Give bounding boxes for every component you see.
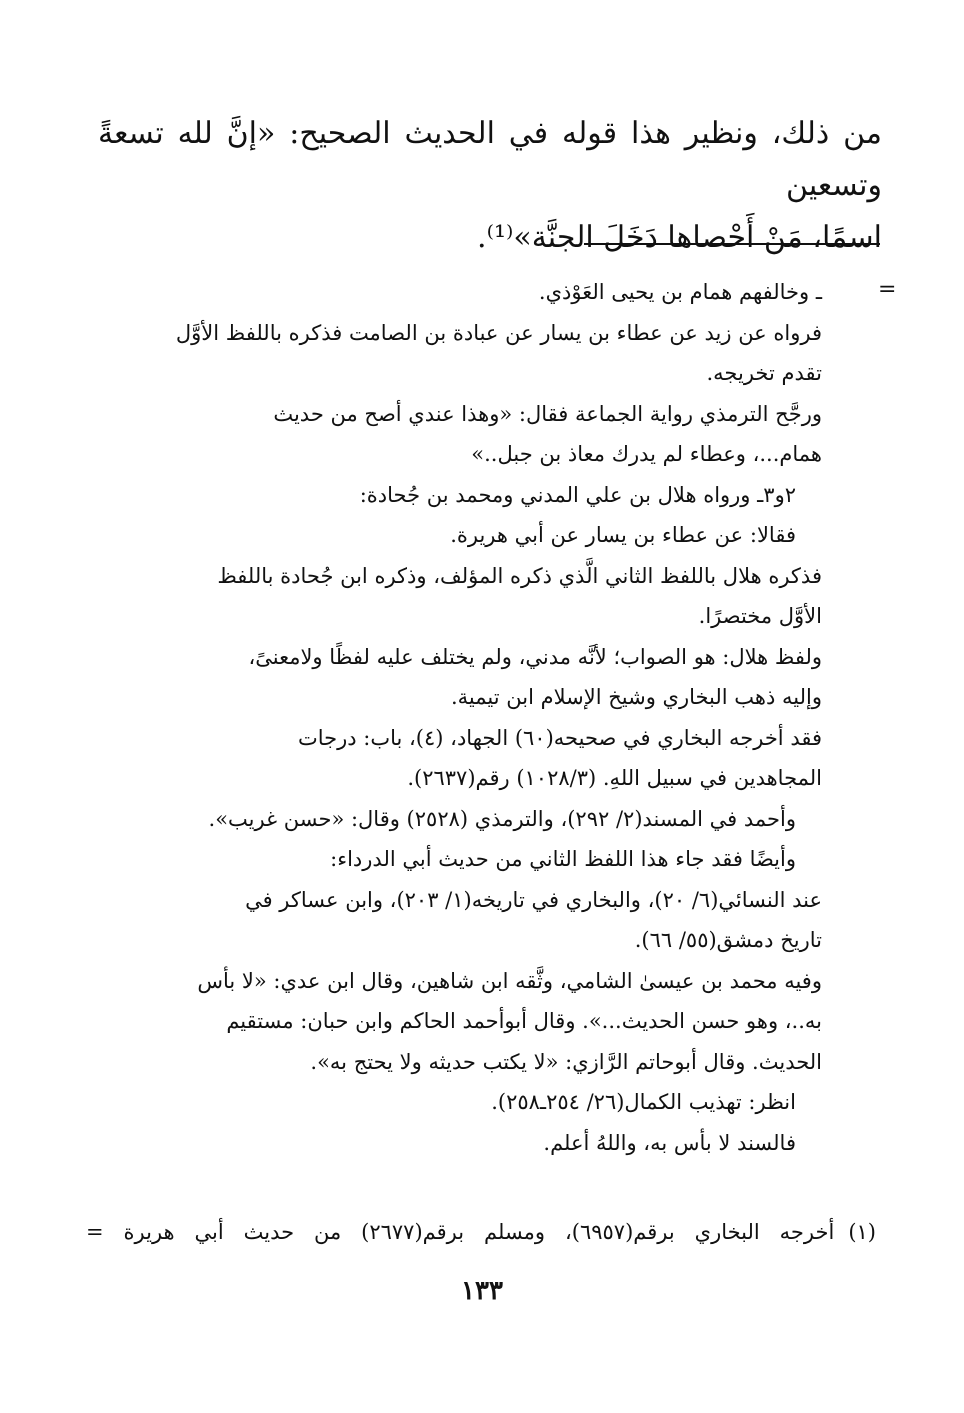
footnote-continuation [96,272,822,1163]
note-line: فالسند لا بأس به، واللهُ أعلم. [543,1130,796,1155]
note-line: عند النسائي(٦/ ٢٠)، والبخاري في تاريخه(١/ ٢٠٣)، وابن عساكر في [245,887,822,912]
footnote-marker: (١) [848,1220,876,1244]
note-line: ـ وخالفهم همام بن يحيى العَوْذي. [538,280,822,304]
note-line: ولفظ هلال: هو الصواب؛ لأنَّه مدني، ولم يختلف عليه لفظًا ولامعنىً، [248,644,822,669]
note-line: انظر: تهذيب الكمال(٢٦/ ٢٥٤ـ٢٥٨). [491,1090,796,1114]
note-line: ورجَّح الترمذي رواية الجماعة فقال: «وهذا عندي أصح من حديث [273,401,822,426]
footnote-1 [86,1214,876,1250]
note-line: المجاهدين في سبيل اللهِ. (١٠٢٨/٣) رقم(٢٦٣٧). [407,766,822,790]
note-line: الحديث. وقال أبوحاتم الرَّازي: «لا يكتب حديثه ولا يحتج به». [310,1049,822,1074]
main-text-line: اسمًا، مَنْ أَحْصاها دَخَلَ الجنَّة»⁽¹⁾. [477,220,882,255]
note-line: به..، وهو حسن الحديث...». وقال أبوأحمد الحاكم وابن حبان: مستقيم [226,1009,822,1033]
note-line: همام...، وعطاء لم يدرك معاذ بن جبل..» [471,442,822,466]
note-line: تقدم تخريجه. [706,361,822,385]
main-text-line: من ذلك، ونظير هذا قوله في الحديث الصحيح: «إنَّ لله تسعةً وتسعين [98,116,882,203]
page-number: ١٣٣ [461,1276,503,1306]
main-text [98,108,882,264]
note-line: فرواه عن زيد عن عطاء بن يسار عن عبادة بن الصامت فذكره باللفظ الأوَّل [175,320,822,345]
continuation-mark: = [878,277,897,302]
note-line: وأحمد في المسند(٢/ ٢٩٢)، والترمذي (٢٥٢٨) وقال: «حسن غريب». [208,806,796,831]
note-line: وأيضًا فقد جاء هذا اللفظ الثاني من حديث أبي الدرداء: [330,847,796,871]
note-line: وإليه ذهب البخاري وشيخ الإسلام ابن تيمية. [451,685,822,709]
note-line: ٢و٣ـ ورواه هلال بن علي المدني ومحمد بن جُحادة: [359,482,796,507]
note-line: فذكره هلال باللفظ الثاني الَّذي ذكره المؤلف، وذكره ابن جُحادة باللفظ [217,563,822,588]
note-line: وفيه محمد بن عيسىٰ الشامي، وثَّقه ابن شاهين، وقال ابن عدي: «لا بأس [197,968,822,993]
footnote-separator [584,243,880,245]
note-line: فقد أخرجه البخاري في صحيحه(٦٠) الجهاد، (٤)، باب: درجات [297,725,822,750]
note-line: تاريخ دمشق(٥٥/ ٦٦). [634,928,822,952]
note-line: فقالا: عن عطاء بن يسار عن أبي هريرة. [450,523,796,547]
footnote-text: أخرجه البخاري برقم(٦٩٥٧)، ومسلم برقم(٢٦٧٧) من حديث أبي هريرة = [86,1220,835,1244]
note-line: الأوَّل مختصرًا. [698,604,822,628]
